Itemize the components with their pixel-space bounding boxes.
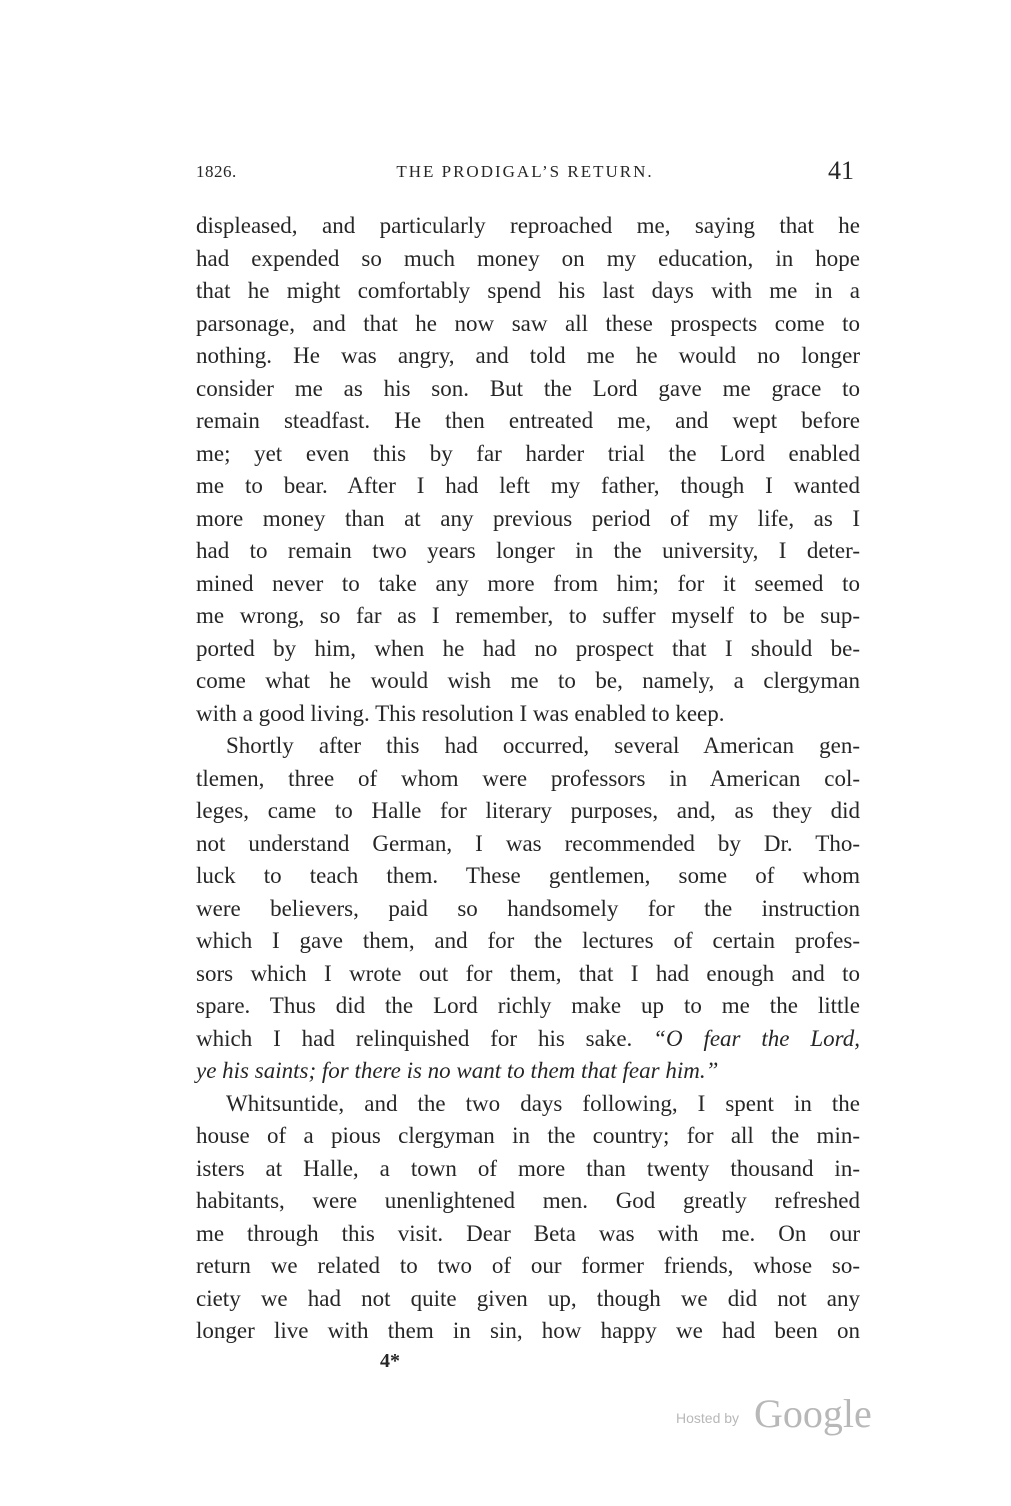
text-line: me through this visit. Dear Beta was with me. On our xyxy=(196,1220,860,1246)
text-line: tlemen, three of whom were professors in American col- xyxy=(196,765,860,791)
running-head xyxy=(196,156,854,192)
text-line: mined never to take any more from him; for it seemed to xyxy=(196,570,860,596)
text-line: Shortly after this had occurred, several American gen- xyxy=(226,733,860,758)
text-line: consider me as his son. But the Lord gave me grace to xyxy=(196,375,860,401)
google-logo: Google xyxy=(754,1391,872,1436)
text-line: were believers, paid so handsomely for the instruction xyxy=(196,895,860,921)
text-line: me; yet even this by far harder trial the Lord enabled xyxy=(196,440,860,466)
running-head-title: THE PRODIGAL’S RETURN. xyxy=(396,162,654,181)
text-line: luck to teach them. These gentlemen, some of whom xyxy=(196,863,860,888)
quotation-text: “O fear the Lord, xyxy=(653,1025,860,1051)
text-line: that he might comfortably spend his last days with me in a xyxy=(196,278,860,303)
text-line: come what he would wish me to be, namely, a clergyman xyxy=(196,668,860,693)
text-line: isters at Halle, a town of more than twenty thousand in- xyxy=(196,1155,860,1181)
text-line: return we related to two of our former friends, whose so- xyxy=(196,1253,860,1278)
page-number: 41 xyxy=(828,156,854,185)
signature-mark: 4* xyxy=(380,1350,400,1372)
running-head-year: 1826. xyxy=(196,162,237,181)
text-line: longer live with them in sin, how happy we had been on xyxy=(196,1318,860,1343)
text-line: which I gave them, and for the lectures of certain profes- xyxy=(196,928,860,953)
text-line: had to remain two years longer in the university, I deter- xyxy=(196,538,860,563)
text-line: ported by him, when he had no prospect that I should be- xyxy=(196,635,860,661)
hosted-by-text: Hosted by xyxy=(676,1410,740,1426)
text-line: spare. Thus did the Lord richly make up to me the little xyxy=(196,993,860,1018)
text-line: nothing. He was angry, and told me he would no longer xyxy=(196,343,860,368)
text-line: sors which I wrote out for them, that I had enough and to xyxy=(196,960,860,986)
text-line: not understand German, I was recommended by Dr. Tho- xyxy=(196,830,860,856)
quotation-text: ye his saints; for there is no want to them that fear him.” xyxy=(196,1058,719,1083)
text-line xyxy=(196,1023,860,1056)
text-line: ciety we had not quite given up, though we did not any xyxy=(196,1285,860,1311)
text-line: Whitsuntide, and the two days following, I spent in the xyxy=(226,1090,860,1116)
body-text xyxy=(196,210,860,1348)
text-line: habitants, were unenlightened men. God greatly refreshed xyxy=(196,1188,860,1213)
text-line: me wrong, so far as I remember, to suffer myself to be sup- xyxy=(196,603,860,628)
text-line: me to bear. After I had left my father, though I wanted xyxy=(196,473,860,498)
text-line: parsonage, and that he now saw all these prospects come to xyxy=(196,310,860,336)
text-line: with a good living. This resolution I was enabled to keep. xyxy=(196,700,725,726)
text-line: house of a pious clergyman in the country; for all the min- xyxy=(196,1123,860,1148)
text-line: had expended so much money on my education, in hope xyxy=(196,245,860,271)
text-line: remain steadfast. He then entreated me, and wept before xyxy=(196,408,860,433)
text-line: leges, came to Halle for literary purposes, and, as they did xyxy=(196,798,860,823)
text-line: displeased, and particularly reproached me, saying that he xyxy=(196,213,860,238)
text-line-part: which I had relinquished for his sake. xyxy=(196,1025,633,1051)
text-line: more money than at any previous period of my life, as I xyxy=(196,505,860,531)
